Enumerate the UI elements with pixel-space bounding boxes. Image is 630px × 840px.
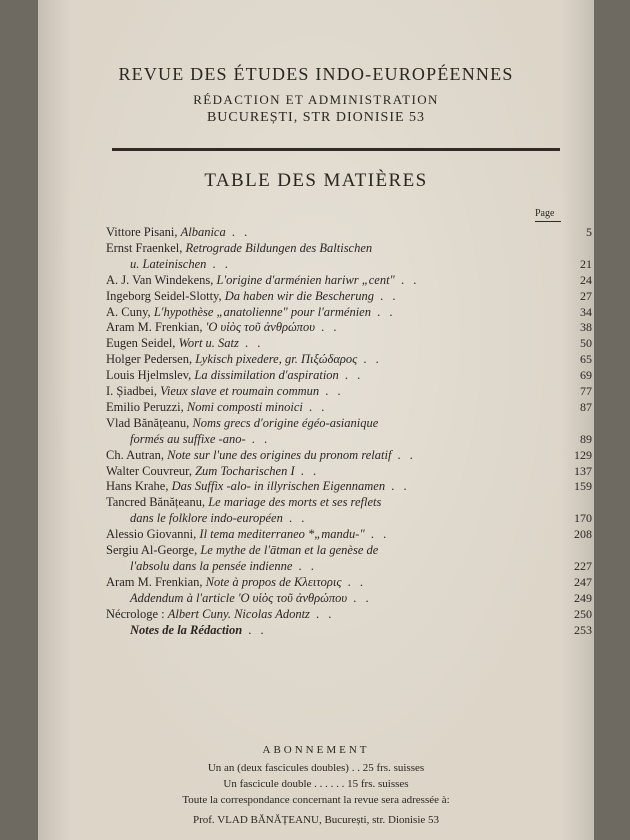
toc-page-number: 170 <box>574 511 592 526</box>
toc-author: Aram M. Frenkian, <box>106 574 203 589</box>
toc-author: A. J. Van Windekens, <box>106 272 214 287</box>
leader-dots: . . <box>370 304 396 319</box>
toc-author: Ingeborg Seidel-Slotty, <box>106 288 222 303</box>
toc-article-title: 'Ο υἱὸς τοῦ ἀνθρώπου <box>205 320 315 335</box>
subscription-line: Prof. VLAD BĂNĂȚEANU, București, str. Dionisie 53 <box>192 814 440 826</box>
leader-dots: . . <box>357 352 382 367</box>
toc-page-number: 27 <box>580 288 592 303</box>
toc-article-title: Lykisch pixedere, gr. Πιξώδαρος <box>195 352 358 367</box>
toc-entry <box>106 384 566 398</box>
leader-dots: . . <box>394 272 420 287</box>
toc-article-title: Noms grecs d'origine égéo-asianique <box>192 415 379 430</box>
toc-author: I. Șiadbei, <box>106 384 158 398</box>
leader-dots: . . <box>314 320 340 335</box>
toc-entry <box>106 416 566 430</box>
toc-article-title: Da haben wir die Bescherung <box>224 288 375 303</box>
page-column-label: Page <box>535 208 555 219</box>
toc-article-title: La dissimilation d'aspiration <box>194 368 339 383</box>
document-page <box>38 0 594 840</box>
leader-dots: . . <box>302 399 328 414</box>
leader-dots: . . <box>364 527 390 542</box>
toc-page-number: 87 <box>580 399 592 414</box>
leader-dots: . . <box>338 368 364 383</box>
subscription-title: ABONNEMENT <box>262 744 370 756</box>
toc-author: Vittore Pisani, <box>106 225 178 239</box>
toc-entry <box>106 289 566 303</box>
toc-article-title: Vieux slave et roumain commun <box>160 384 320 398</box>
toc-page-number: 227 <box>574 558 592 573</box>
toc-author: Holger Pedersen, <box>106 352 193 367</box>
leader-dots: . . <box>294 463 320 478</box>
leader-dots: . . <box>374 288 399 303</box>
toc-article-title: Note à propos de Κλειτορις <box>205 574 342 589</box>
subscription-line: Toute la correspondance concernant la revue sera adressée à: <box>182 794 450 806</box>
toc-article-title: Zum Tocharischen I <box>195 463 295 478</box>
toc-entry <box>106 305 566 319</box>
toc-author: Eugen Seidel, <box>106 336 176 351</box>
toc-entry <box>106 479 566 493</box>
leader-dots: . . <box>242 622 267 637</box>
toc-article-title: Wort u. Satz <box>178 336 239 351</box>
toc-page-number: 159 <box>574 479 592 494</box>
toc-author: Sergiu Al-George, <box>106 543 198 557</box>
toc-entry <box>106 336 566 350</box>
toc-entry <box>106 400 566 414</box>
toc-article-title: Addendum à l'article 'Ο υἱὸς τοῦ ἀνθρώπου <box>130 590 348 605</box>
toc-author: Hans Krahe, <box>106 479 169 494</box>
toc-entry <box>106 368 566 382</box>
toc-article-title: u. Lateinischen <box>130 256 207 271</box>
toc-author: Ernst Fraenkel, <box>106 240 183 255</box>
toc-article-title: formés au suffixe -ano- <box>130 431 246 446</box>
toc-entry <box>106 575 566 589</box>
toc-author: Louis Hjelmslev, <box>106 368 192 383</box>
toc-page-number: 129 <box>574 447 592 462</box>
leader-dots: . . <box>225 225 251 239</box>
toc-page-number: 50 <box>580 336 592 351</box>
toc-entry <box>106 527 566 541</box>
toc-page-number: 249 <box>574 590 592 605</box>
toc-article-title: Le mythe de l'ātman et la genèse de <box>200 543 379 557</box>
toc-entry <box>106 273 566 287</box>
address-line: BUCUREȘTI, STR DIONISIE 53 <box>206 110 426 125</box>
toc-page-number: 247 <box>574 574 592 589</box>
toc-article-title: L'origine d'arménien hariwr „cent" <box>216 272 395 287</box>
toc-author: Aram M. Frenkian, <box>106 320 203 335</box>
toc-entry <box>106 464 566 478</box>
toc-article-title: Albanica <box>180 225 226 239</box>
toc-author: Walter Couvreur, <box>106 463 192 478</box>
toc-page-number: 21 <box>580 256 592 271</box>
toc-article-title: Le mariage des morts et ses reflets <box>208 495 382 510</box>
toc-author: Vlad Bănățeanu, <box>106 415 190 430</box>
toc-entry <box>106 559 566 573</box>
toc-page-number: 137 <box>574 463 592 478</box>
toc-article-title: Nomi composti minoici <box>186 399 303 414</box>
subscription-line: Un fascicule double . . . . . . 15 frs. suisses <box>223 778 409 790</box>
toc-page-number: 34 <box>580 304 592 319</box>
toc-article-title: Note sur l'une des origines du pronom relatif <box>167 447 392 462</box>
toc-author: Tancred Bănățeanu, <box>106 495 206 510</box>
toc-author: A. Cuny, <box>106 304 151 319</box>
toc-article-title: Albert Cuny. Nicolas Adontz <box>167 606 310 621</box>
toc-entry <box>106 543 566 557</box>
leader-dots: . . <box>319 384 344 398</box>
toc-page-number: 89 <box>580 431 592 446</box>
leader-dots: . . <box>347 590 372 605</box>
leader-dots: . . <box>292 558 317 573</box>
toc-author: Emilio Peruzzi, <box>106 399 184 414</box>
leader-dots: . . <box>385 479 410 494</box>
toc-page-number: 69 <box>580 368 592 383</box>
toc-entry <box>106 352 566 366</box>
leader-dots: . . <box>206 256 231 271</box>
toc-article-title: Das Suffix -alo- in illyrischen Eigennamen <box>171 479 386 494</box>
toc-entry <box>106 432 566 446</box>
header-divider <box>112 148 560 151</box>
toc-page-number: 5 <box>586 225 592 239</box>
leader-dots: . . <box>391 447 416 462</box>
toc-article-title: l'absolu dans la pensée indienne <box>130 558 293 573</box>
toc-entry <box>106 623 566 637</box>
toc-entry <box>106 448 566 462</box>
toc-article-title: L'hypothèse „anatolienne" pour l'arménien <box>153 304 371 319</box>
toc-entry <box>106 225 566 239</box>
toc-page-number: 77 <box>580 384 592 398</box>
toc-author: Alessio Giovanni, <box>106 527 197 542</box>
toc-entry <box>106 241 566 255</box>
toc-entry <box>106 320 566 334</box>
toc-entry <box>106 495 566 509</box>
redaction-line: RÉDACTION ET ADMINISTRATION <box>193 92 439 107</box>
toc-entry <box>106 591 566 605</box>
leader-dots: . . <box>282 511 308 526</box>
toc-article-title: dans le folklore indo-européen <box>130 511 283 526</box>
toc-page-number: 65 <box>580 352 592 367</box>
toc-page-number: 208 <box>574 527 592 542</box>
toc-article-title: Retrograde Bildungen des Baltischen <box>185 240 373 255</box>
toc-page-number: 253 <box>574 622 592 637</box>
leader-dots: . . <box>341 574 366 589</box>
toc-title: TABLE DES MATIÈRES <box>204 170 428 191</box>
toc-article-title: Notes de la Rédaction <box>130 622 243 637</box>
toc-entry <box>106 257 566 271</box>
toc-page-number: 38 <box>580 320 592 335</box>
toc-author: Nécrologe : <box>106 606 165 621</box>
toc-entry <box>106 607 566 621</box>
leader-dots: . . <box>245 431 271 446</box>
toc-author: Ch. Autran, <box>106 447 164 462</box>
toc-page-number: 250 <box>574 606 592 621</box>
leader-dots: . . <box>238 336 264 351</box>
toc-article-title: Il tema mediterraneo *„mandu-" <box>199 527 365 542</box>
toc-page-number: 24 <box>580 272 592 287</box>
leader-dots: . . <box>309 606 335 621</box>
subscription-line: Un an (deux fascicules doubles) . . 25 frs. suisses <box>207 762 425 774</box>
page-column-rule <box>535 221 561 222</box>
toc-entry <box>106 511 566 525</box>
journal-title: REVUE DES ÉTUDES INDO-EUROPÉENNES <box>118 64 514 84</box>
